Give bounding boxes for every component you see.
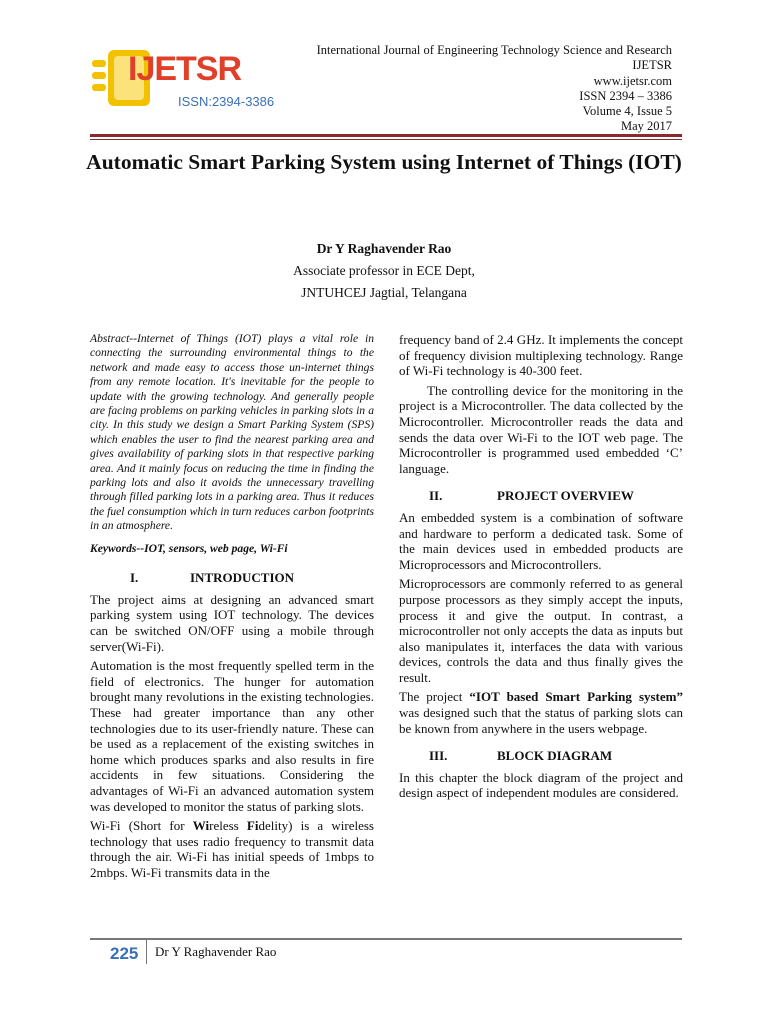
text-run: reless: [209, 818, 247, 834]
journal-name: International Journal of Engineering Technology Science and Research: [316, 43, 672, 57]
left-column: [90, 332, 374, 885]
intro-paragraph-3: [90, 818, 374, 880]
right-column: [399, 332, 683, 805]
section-heading-introduction: [90, 570, 374, 586]
section-number: I.: [130, 570, 139, 586]
text-run: Wi-Fi (Short for: [90, 818, 193, 834]
section-heading-project-overview: [399, 488, 683, 504]
right-paragraph-1: frequency band of 2.4 GHz. It implements the concept of frequency division multiplexing technology. Range of Wi-Fi technology is 40-300 feet.: [399, 332, 683, 379]
text-run-bold: Wi: [192, 818, 210, 834]
header-rule-thin: [90, 139, 682, 140]
journal-website: www.ijetsr.com: [593, 73, 672, 88]
journal-date: May 2017: [620, 119, 672, 134]
abstract: Abstract--Internet of Things (IOT) plays a vital role in connecting the surrounding environmental things to the network and made easy to access those un-internet things from any remote location. It's inevitable for the people to update with the growing technology. And generally people are facing problems on parking vehicles in parking slots in a city. In this study we design a Smart Parking System (SPS) which enables the user to find the nearest parking area and gives availability of parking slots in that respective parking area. And it mainly focus on reducing the time in finding the parking lots and also it avoids the unnecessary travelling through filled parking lots in a parking area. Thus it reduces the fuel consumption which in turn reduces carbon footprints in an atmosphere.: [90, 332, 374, 533]
journal-issn: ISSN 2394 – 3386: [579, 88, 672, 103]
logo-issn: ISSN:2394-3386: [178, 94, 275, 109]
section-heading-block-diagram: [399, 748, 683, 764]
text-run: was designed such that the status of parking slots can be known from anywhere in the users webpage.: [399, 705, 683, 736]
author-block: [80, 238, 688, 304]
section-number: III.: [429, 748, 448, 764]
section-number: II.: [429, 488, 443, 504]
footer-author: Dr Y Raghavender Rao: [155, 944, 277, 959]
page-number: 225: [110, 944, 139, 963]
journal-volume: Volume 4, Issue 5: [582, 104, 672, 119]
journal-info: [317, 43, 672, 135]
logo-text: IJETSR: [128, 50, 242, 88]
keywords-label: Keywords--: [90, 541, 145, 555]
text-run: The project: [399, 689, 470, 705]
journal-logo: [92, 46, 292, 116]
author-name: Dr Y Raghavender Rao: [316, 241, 452, 256]
paper-title: Automatic Smart Parking System using Internet of Things (IOT): [86, 150, 682, 174]
header-rule-thick: [90, 134, 682, 137]
author-affiliation-1: Associate professor in ECE Dept,: [293, 263, 475, 278]
right-paragraph-2: The controlling device for the monitoring in the project is a Microcontroller. The data collected by the Microcontroller. Microcontroller reads the data and sends the data over Wi-Fi to the IOT web page. The Microcontroller is programmed used embedded ‘C’ language.: [399, 382, 683, 476]
text-run-bold: Fi: [246, 818, 259, 834]
section-title: BLOCK DIAGRAM: [497, 748, 613, 764]
section-title: PROJECT OVERVIEW: [497, 488, 634, 504]
overview-paragraph-1: An embedded system is a combination of software and hardware to perform a dedicated task. Some of the main devices used in embedded products are Microprocessors and Microcontrollers.: [399, 509, 683, 572]
author-affiliation-2: JNTUHCEJ Jagtial, Telangana: [301, 285, 467, 300]
text-run: delity) is a wireless technology that uses radio frequency to transmit data through the air. Wi-Fi has initial speeds of 1mbps to 2mbps. Wi-Fi transmits data in the: [90, 818, 374, 880]
footer-rule: [90, 938, 682, 940]
journal-abbrev: IJETSR: [632, 58, 672, 73]
keywords: [90, 541, 374, 557]
intro-paragraph-1: The project aims at designing an advanced smart parking system using IOT technology. The devices can be switched ON/OFF using a mobile through server(Wi-Fi).: [90, 591, 374, 654]
overview-paragraph-2: Microprocessors are commonly referred to as general purpose processors as they simply accept the inputs, process it and give the output. In contrast, a microcontroller not only accepts the data as inputs but also manipulates it, interfaces the data with various devices, controls the data and thus finally gives the result.: [399, 576, 683, 685]
intro-paragraph-2: Automation is the most frequently spelled term in the field of electronics. The hunger for automation brought many revolutions in the existing technologies. These had greater importance than any other technologies due to its user-friendly nature. These can be used as a replacement of the existing switches in home which produces sparks and also results in fire accidents in few situations. Considering the advantages of Wi-Fi an advanced automation system was developed to monitor the status of parking slots.: [90, 658, 374, 814]
overview-paragraph-3: [399, 689, 683, 736]
block-diagram-paragraph: In this chapter the block diagram of the project and design aspect of independent modules are considered.: [399, 769, 683, 801]
footer-separator: [146, 940, 147, 964]
keywords-text: IOT, sensors, web page, Wi-Fi: [144, 541, 288, 555]
text-run-bold: “IOT based Smart Parking system”: [469, 689, 683, 705]
section-title: INTRODUCTION: [190, 570, 295, 586]
